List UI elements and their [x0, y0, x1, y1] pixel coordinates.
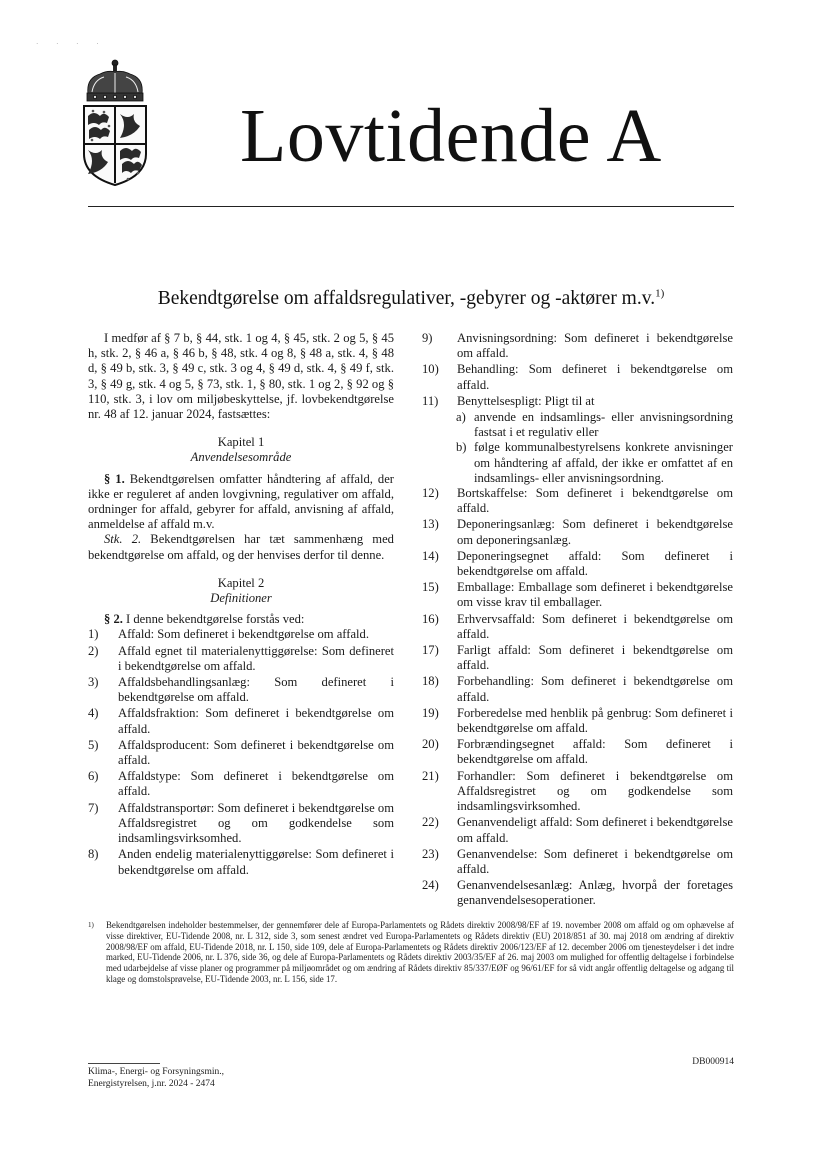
- definition-number: 1): [88, 627, 99, 642]
- definition-item: [88, 627, 394, 642]
- definition-text: Anden endelig materialenyttiggørelse: Som defineret i bekendtgørelse om affald.: [118, 847, 394, 877]
- definition-number: 13): [422, 517, 439, 532]
- definition-text: Behandling: Som defineret i bekendtgørelse om affald.: [457, 362, 733, 392]
- section-1-mark: § 1.: [104, 471, 125, 486]
- preamble: I medfør af § 7 b, § 44, stk. 1 og 4, § 45, stk. 2 og 5, § 45 h, stk. 2, § 46 a, § 46 b, § 48, stk. 4 og 8, § 48 a, stk. 4, § 48 d, § 49 b, stk. 3, § 49 c, stk. 3 og 4, § 49 d, stk. 4, § 49 f, stk. 3, § 49 g, stk. 4 og 5, § 73, stk. 1, § 80, stk. 1 og 2, § 92 og § 110, stk. 3, i lov om miljøbeskyttelse, jf. lovbekendtgørelse nr. 48 af 12. januar 2024, fastsættes:: [88, 331, 394, 422]
- chapter-2-heading: Kapitel 2: [217, 575, 265, 590]
- definition-item: [422, 878, 733, 908]
- definition-text: Bortskaffelse: Som defineret i bekendtgørelse om affald.: [457, 486, 733, 516]
- footer-divider: [88, 1063, 160, 1064]
- definition-text: Benyttelsespligt: Pligt til at: [457, 393, 595, 408]
- definition-text: Forhandler: Som defineret i bekendtgørelse om Affaldsregistret og om godkendelse som indsamlingsvirksomhed.: [457, 768, 733, 814]
- definition-text: Affald egnet til materialenyttiggørelse: Som defineret i bekendtgørelse om affald.: [118, 643, 394, 673]
- definition-item: [422, 394, 733, 409]
- section-2-text: I denne bekendtgørelse forstås ved:: [126, 612, 305, 627]
- definition-number: 6): [88, 769, 99, 784]
- definition-item: [422, 847, 733, 877]
- sub-item-letter: b): [456, 440, 467, 455]
- definition-text: Affaldstransportør: Som defineret i bekendtgørelse om Affaldsregistret og om godkendelse som indsamlingsvirksomhed.: [118, 800, 394, 846]
- definition-number: 4): [88, 706, 99, 721]
- definition-number: 17): [422, 643, 439, 658]
- masthead-title: Lovtidende A: [240, 94, 662, 178]
- definition-number: 21): [422, 768, 439, 783]
- section-1: [88, 472, 394, 533]
- definition-text: Forberedelse med henblik på genbrug: Som defineret i bekendtgørelse om affald.: [457, 705, 733, 736]
- section-1-stk-2: [88, 532, 394, 562]
- issuer-agency-journal: Energistyrelsen, j.nr. 2024 - 2474: [88, 1078, 215, 1089]
- definition-item: [422, 674, 733, 704]
- stk-2-mark: Stk. 2.: [104, 532, 142, 547]
- definition-item: [422, 706, 733, 736]
- chapter-2-subheading: Definitioner: [210, 591, 272, 606]
- definition-number: 22): [422, 815, 439, 830]
- definition-text: Genanvendeligt affald: Som defineret i bekendtgørelse om affald.: [457, 815, 733, 845]
- definition-item: [422, 643, 733, 673]
- definition-number: 14): [422, 548, 439, 563]
- definition-text: Emballage: Emballage som defineret i bekendtgørelse om visse krav til emballager.: [457, 580, 733, 610]
- document-title: [88, 286, 734, 312]
- footnote: [88, 920, 734, 985]
- definition-number: 11): [422, 393, 439, 408]
- definition-text: Deponeringsanlæg: Som defineret i bekendtgørelse om deponeringsanlæg.: [457, 517, 733, 547]
- masthead-divider: [88, 206, 734, 207]
- definition-item: [422, 769, 733, 815]
- definition-item: [88, 801, 394, 847]
- document-code: DB000914: [692, 1057, 734, 1067]
- chapter-1-heading: Kapitel 1: [217, 435, 265, 450]
- definition-number: 10): [422, 362, 439, 377]
- definition-item: [88, 769, 394, 799]
- definition-item: [422, 549, 733, 579]
- definition-number: 3): [88, 675, 99, 690]
- issuer-ministry: Klima-, Energi- og Forsyningsmin.,: [88, 1067, 224, 1077]
- definition-text: Genanvendelsesanlæg: Anlæg, hvorpå der foretages genanvendelsesoperationer.: [457, 878, 733, 908]
- definition-text: Affaldsproducent: Som defineret i bekendtgørelse om affald.: [118, 737, 394, 768]
- definition-item: [422, 580, 733, 610]
- document-title-text: Bekendtgørelse om affaldsregulativer, -gebyrer og -aktører m.v.: [157, 288, 656, 309]
- issuer-block: [88, 1067, 224, 1090]
- sub-item: [422, 440, 733, 486]
- definition-text: Affaldsfraktion: Som defineret i bekendtgørelse om affald.: [118, 706, 394, 736]
- definition-item: [88, 847, 394, 877]
- definition-item: [422, 612, 733, 642]
- definition-number: 9): [422, 331, 433, 345]
- footnote-mark: 1): [88, 921, 94, 929]
- definition-text: Forbrændingsegnet affald: Som defineret i bekendtgørelse om affald.: [457, 737, 733, 767]
- definition-item: [422, 737, 733, 767]
- scan-artifacts: · · · ·: [36, 40, 107, 48]
- sub-item-text: følge kommunalbestyrelsens konkrete anvisninger om håndtering af affald, der ikke er omfattet af en indsamlings- eller anvisningsordning.: [474, 440, 733, 485]
- definition-text: Deponeringsegnet affald: Som defineret i bekendtgørelse om affald.: [457, 548, 733, 579]
- definition-number: 20): [422, 737, 439, 752]
- section-1-text: Bekendtgørelsen omfatter håndtering af affald, der ikke er reguleret af anden lovgivning, regulativer om affald, ordninger for affald, gebyrer for affald, anvisning af affald, anmeldelse af affald m.v.: [88, 471, 394, 532]
- definition-text: Forbehandling: Som defineret i bekendtgørelse om affald.: [457, 674, 733, 704]
- title-footnote-ref: 1): [655, 287, 665, 300]
- footnote-text: Bekendtgørelsen indeholder bestemmelser, der gennemfører dele af Europa-Parlamentets og Rådets direktiv 2008/98/EF af 19. november 2008 om affald og om ophævelse af visse direktiver, EU-Tidende 2008, nr. L 312, side 3, som senest ændret ved Europa-Parlamentets og Rådets direktiv (EU) 2018/851 af 30. maj 2018 om ændring af direktiv 2008/98/EF om affald, EU-Tidende 2018, nr. L 150, side 109, dele af Europa-Parlamentets og Rådets direktiv 2006/123/EF af 12. december 2006 om tjenesteydelser i det indre marked, EU-Tidende 2006, nr. L 376, side 36, og dele af Europa-Parlamentets og Rådets direktiv 2003/35/EF af 26. maj 2003 om mulighed for offentlig deltagelse i forbindelse med udarbejdelse af visse planer og programmer på miljøområdet og om ændring af Rådets direktiv 85/337/EØF og 96/61/EF for så vidt angår offentlig deltagelse og adgang til klage og domstolsprøvelse, EU-Tidende 2003, nr. L 156, side 17.: [106, 920, 734, 984]
- stk-2-text: Bekendtgørelsen har tæt sammenhæng med bekendtgørelse om affald, og der henvises derfor til denne.: [88, 532, 394, 562]
- definition-number: 2): [88, 643, 99, 658]
- section-2: [88, 612, 394, 627]
- definition-number: 15): [422, 580, 439, 595]
- definition-text: Anvisningsordning: Som defineret i bekendtgørelse om affald.: [457, 331, 733, 361]
- sub-item-text: anvende en indsamlings- eller anvisningsordning fastsat i et regulativ eller: [474, 410, 733, 440]
- definition-number: 8): [88, 847, 99, 862]
- definition-item: [88, 675, 394, 705]
- definition-number: 18): [422, 674, 439, 689]
- definition-text: Farligt affald: Som defineret i bekendtgørelse om affald.: [457, 643, 733, 673]
- definition-text: Affaldstype: Som defineret i bekendtgørelse om affald.: [118, 769, 394, 799]
- definition-text: Erhvervsaffald: Som defineret i bekendtgørelse om affald.: [457, 611, 733, 641]
- sub-item: [422, 410, 733, 440]
- definition-number: 16): [422, 611, 439, 626]
- definition-item: [422, 815, 733, 845]
- left-column: [88, 331, 394, 879]
- definition-item: [88, 738, 394, 768]
- definition-item: [88, 644, 394, 674]
- definition-item: [422, 331, 733, 361]
- right-column: [422, 331, 733, 910]
- definition-item: [422, 517, 733, 547]
- definition-item: [422, 486, 733, 516]
- sub-item-letter: a): [456, 410, 466, 425]
- chapter-1-subheading: Anvendelsesområde: [190, 450, 292, 465]
- coat-of-arms-icon: [80, 58, 150, 186]
- definition-text: Genanvendelse: Som defineret i bekendtgørelse om affald.: [457, 846, 733, 876]
- definition-number: 24): [422, 878, 439, 893]
- definition-number: 5): [88, 737, 99, 752]
- definition-text: Affald: Som defineret i bekendtgørelse om affald.: [118, 627, 369, 642]
- definition-text: Affaldsbehandlingsanlæg: Som defineret i bekendtgørelse om affald.: [118, 675, 394, 705]
- definition-item: [422, 362, 733, 392]
- definition-item: [88, 706, 394, 736]
- definition-number: 23): [422, 846, 439, 861]
- definition-number: 12): [422, 486, 439, 501]
- definition-number: 19): [422, 705, 439, 720]
- section-2-mark: § 2.: [104, 612, 123, 627]
- definition-number: 7): [88, 800, 99, 815]
